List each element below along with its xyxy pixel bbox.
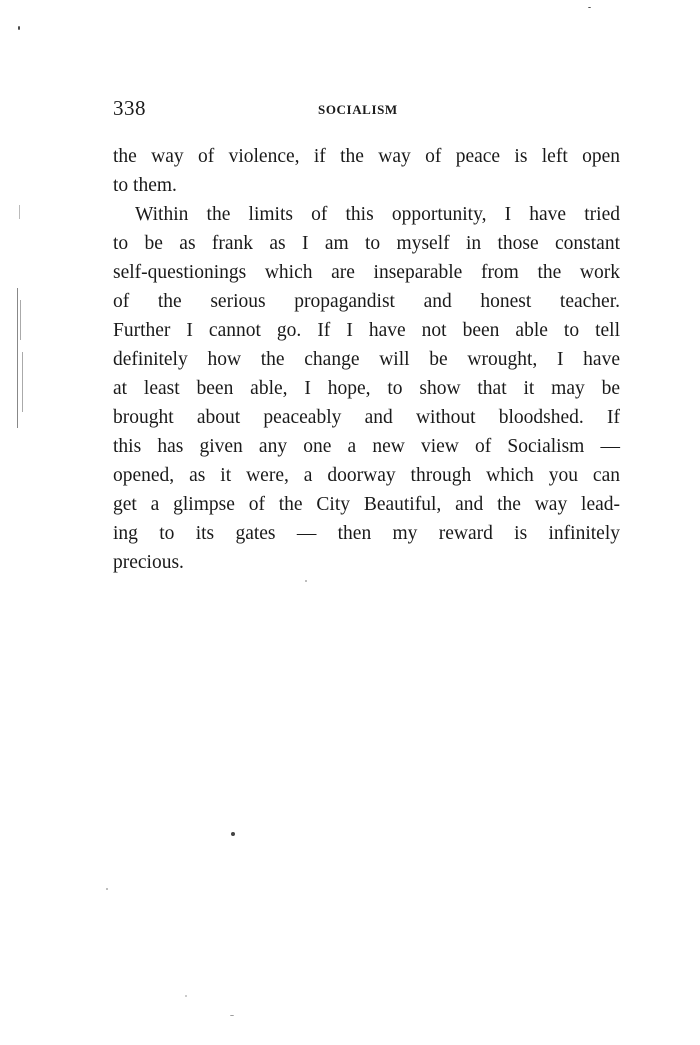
scan-speck [106,888,108,890]
scan-speck [18,26,20,30]
text-line: definitely how the change will be wrought, I have [113,349,620,370]
text-line: Further I cannot go. If I have not been able to tell [113,320,620,341]
text-line: brought about peaceably and without bloodshed. If [113,407,620,428]
scan-speck [185,995,187,997]
text-line: to them. [113,175,177,196]
text-line: opened, as it were, a doorway through which you can [113,465,620,486]
running-head: SOCIALISM [318,102,398,117]
scan-speck [305,580,307,582]
edge-mark [19,205,20,219]
text-line: precious. [113,552,184,573]
scan-speck [231,832,235,836]
text-line: of the serious propagandist and honest teacher. [113,291,620,312]
text-line: Within the limits of this opportunity, I have tried [135,204,620,225]
text-line: the way of violence, if the way of peace is left open [113,146,620,167]
text-line: this has given any one a new view of Socialism — [113,436,620,457]
edge-mark [22,352,23,412]
text-line: get a glimpse of the City Beautiful, and the way lead- [113,494,620,515]
scan-speck [230,1015,234,1016]
text-line: self-questionings which are inseparable from the work [113,262,620,283]
edge-mark [20,300,21,340]
page-number: 338 [113,96,146,120]
text-line: at least been able, I hope, to show that it may be [113,378,620,399]
edge-mark [17,288,18,428]
text-line: to be as frank as I am to myself in those constant [113,233,620,254]
scan-speck [588,7,591,8]
text-line: ing to its gates — then my reward is infinitely [113,523,620,544]
